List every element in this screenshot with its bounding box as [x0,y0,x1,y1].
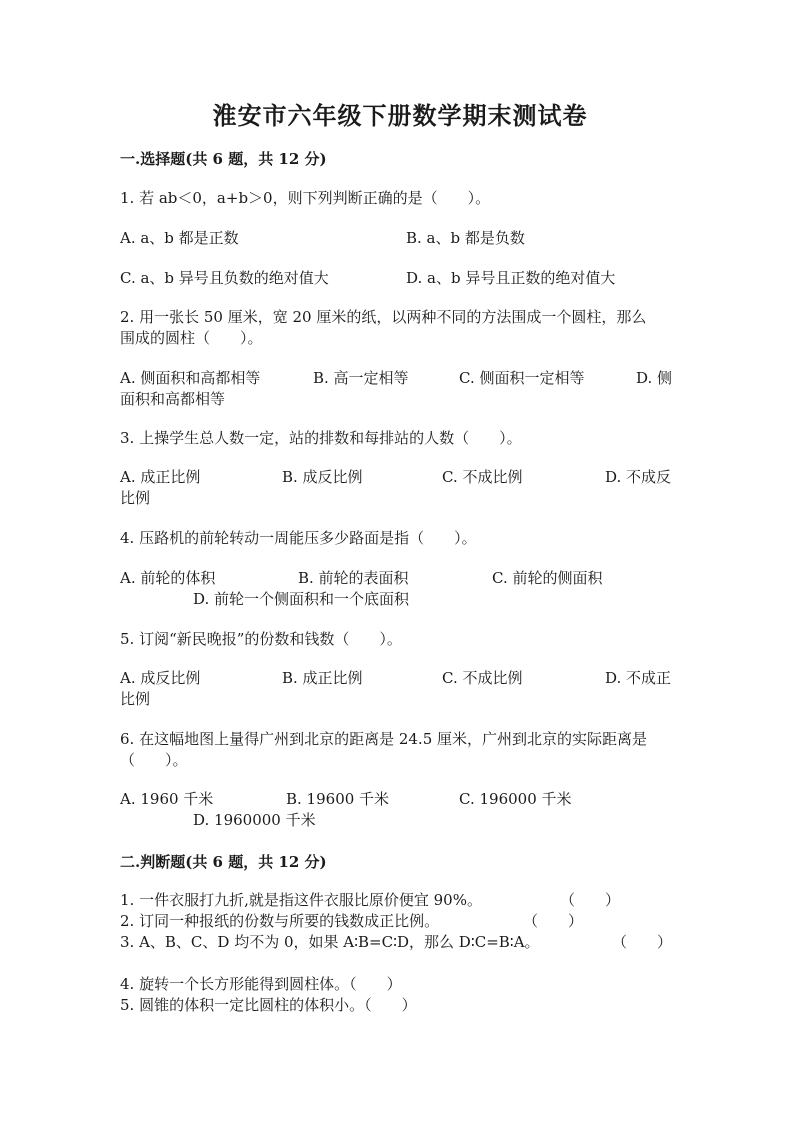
question-6-stem-line2: （ ）。 [120,751,188,769]
judgement-item-3: 3. A、B、C、D 均不为 0，如果 A∶B=C∶D，那么 D∶C=B∶A。 [120,933,540,951]
question-6-option-b: B. 19600 千米 [286,790,390,808]
question-3-option-d-cont: 比例 [120,489,151,507]
question-3-option-c: C. 不成比例 [442,468,523,486]
question-1-option-d: D. a、b 异号且正数的绝对值大 [406,269,616,287]
question-1-stem: 1. 若 ab＜0，a+b＞0，则下列判断正确的是（ ）。 [120,189,491,207]
question-1-option-b: B. a、b 都是负数 [406,229,525,247]
question-3-stem: 3. 上操学生总人数一定，站的排数和每排站的人数（ ）。 [120,429,522,447]
question-3-option-d: D. 不成反 [605,468,672,486]
question-2-stem-line2: 围成的圆柱（ ）。 [120,329,263,347]
question-6-option-c: C. 196000 千米 [459,790,572,808]
section-heading-choice: 一.选择题(共 6 题，共 12 分) [120,150,327,168]
question-4-option-d: D. 前轮一个侧面积和一个底面积 [193,590,410,608]
question-4-option-a: A. 前轮的体积 [120,569,216,587]
question-5-option-c: C. 不成比例 [442,669,523,687]
judgement-item-1: 1. 一件衣服打九折,就是指这件衣服比原价便宜 90%。 [120,891,482,909]
question-6-option-d: D. 1960000 千米 [193,811,316,829]
question-2-option-b: B. 高一定相等 [313,369,409,387]
question-1-option-a: A. a、b 都是正数 [120,229,239,247]
judgement-item-1-blank: （ ） [560,891,621,909]
question-2-option-a: A. 侧面积和高都相等 [120,369,261,387]
question-5-option-b: B. 成正比例 [282,669,363,687]
question-5-option-d: D. 不成正 [605,669,672,687]
question-4-stem: 4. 压路机的前轮转动一周能压多少路面是指（ ）。 [120,529,477,547]
question-5-stem: 5. 订阅“新民晚报”的份数和钱数（ ）。 [120,630,402,648]
judgement-item-5: 5. 圆锥的体积一定比圆柱的体积小。（ ） [120,996,417,1014]
question-6-option-a: A. 1960 千米 [120,790,214,808]
question-2-stem-line1: 2. 用一张长 50 厘米，宽 20 厘米的纸，以两种不同的方法围成一个圆柱，那么 [120,308,647,326]
question-5-option-d-cont: 比例 [120,690,151,708]
question-2-option-d: D. 侧 [636,369,673,387]
question-2-option-c: C. 侧面积一定相等 [459,369,585,387]
judgement-item-3-blank: （ ） [612,933,673,951]
judgement-item-2-blank: （ ） [523,912,584,930]
section-heading-judgement: 二.判断题(共 6 题，共 12 分) [120,853,327,871]
question-3-option-b: B. 成反比例 [282,468,363,486]
question-2-option-d-cont: 面积和高都相等 [120,390,226,408]
question-5-option-a: A. 成反比例 [120,669,201,687]
question-3-option-a: A. 成正比例 [120,468,201,486]
question-4-option-c: C. 前轮的侧面积 [492,569,603,587]
judgement-item-4: 4. 旋转一个长方形能得到圆柱体。（ ） [120,975,402,993]
judgement-item-2: 2. 订同一种报纸的份数与所要的钱数成正比例。 [120,912,440,930]
question-6-stem-line1: 6. 在这幅地图上量得广州到北京的距离是 24.5 厘米，广州到北京的实际距离是 [120,730,648,748]
page-title: 淮安市六年级下册数学期末测试卷 [212,101,588,130]
question-1-option-c: C. a、b 异号且负数的绝对值大 [120,269,329,287]
question-4-option-b: B. 前轮的表面积 [298,569,409,587]
